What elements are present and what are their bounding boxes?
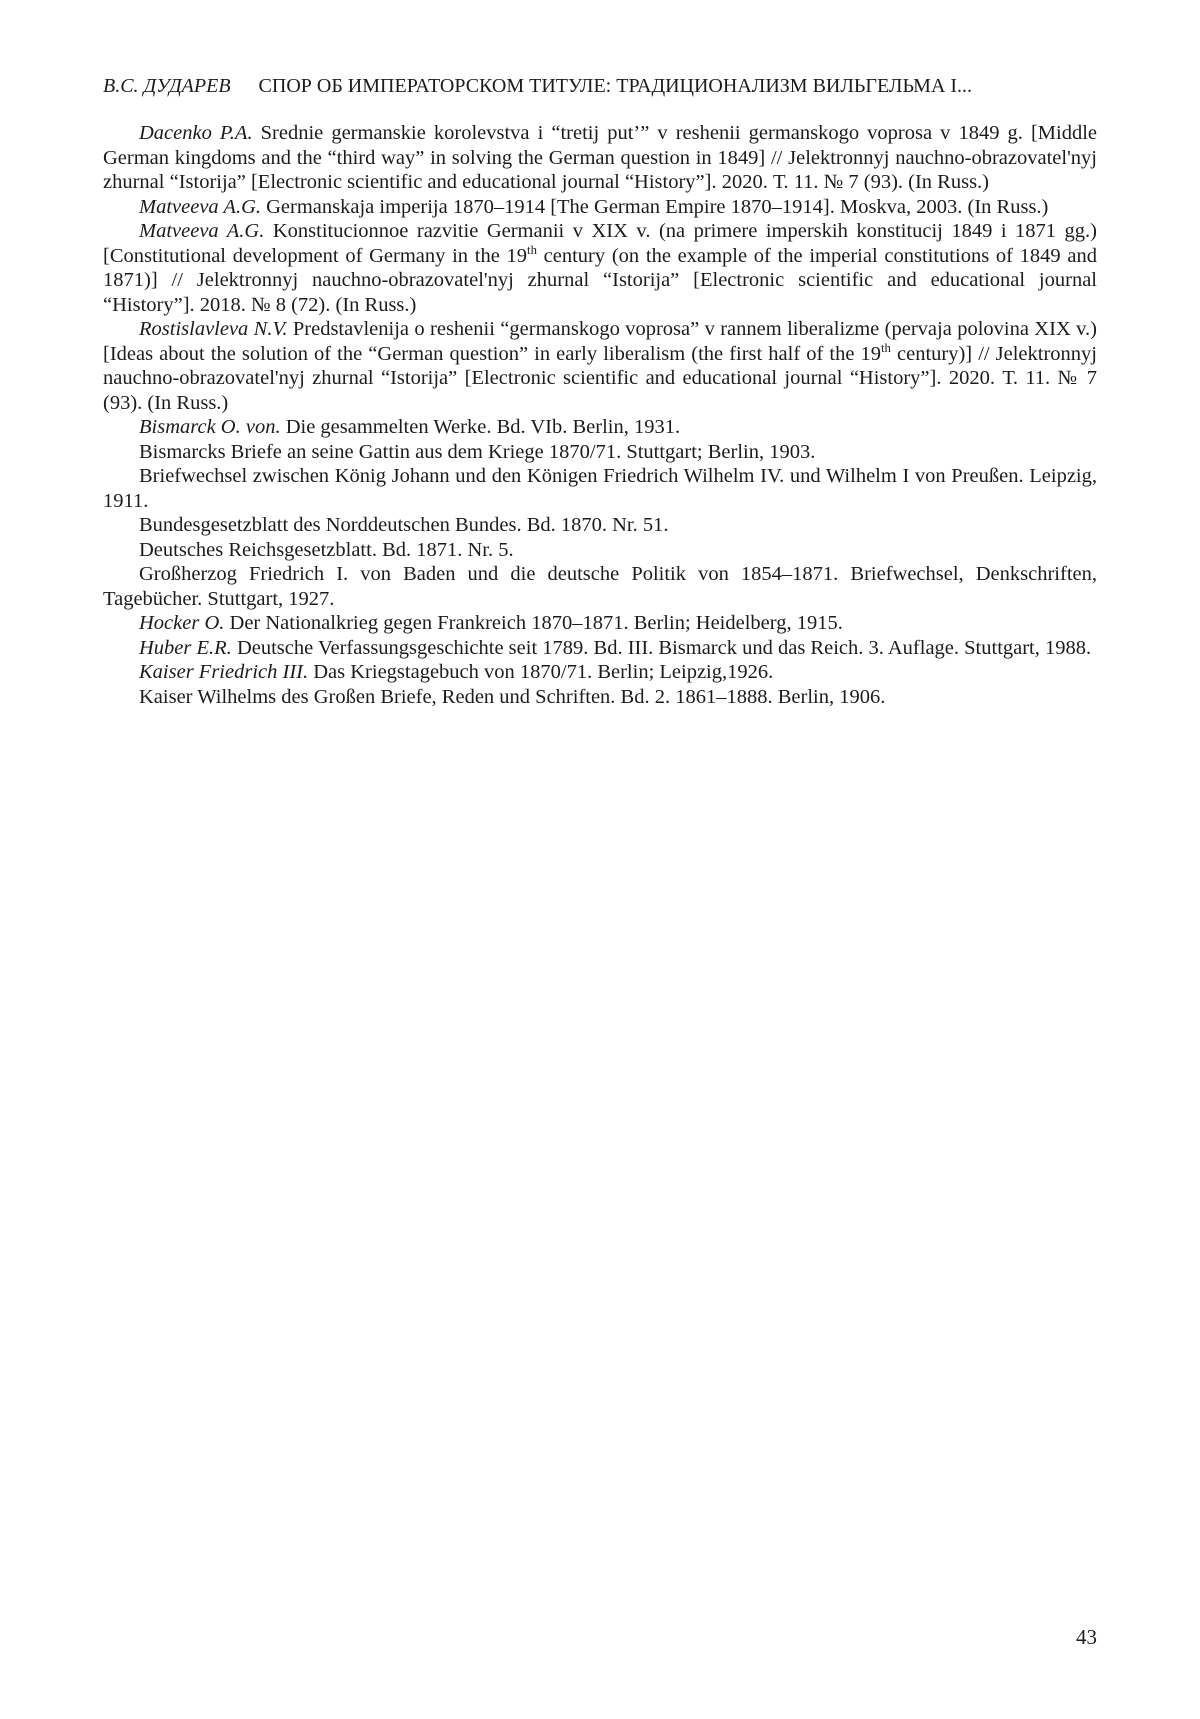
reference-segment: Großherzog Friedrich I. von Baden und die deutsche Politik von 1854–1871. Briefwechsel, Denkschriften, Tagebücher. Stuttgart, 1927. bbox=[103, 563, 1097, 610]
reference-segment: Deutsche Verfassungsgeschichte seit 1789. Bd. III. Bismarck und das Reich. 3. Auflage. Stuttgart, 1988. bbox=[231, 636, 1092, 659]
reference-segment: Matveeva A.G. bbox=[139, 220, 265, 242]
reference-segment: century)] // Jelektronnyj nauchno-obrazovatel'nyj zhurnal “Istorija” [Electronic scientific and educational journal “History”]. 2020. Т. 11. № 7 (93). (In Russ.) bbox=[103, 342, 1097, 414]
reference-segment: Die gesammelten Werke. Bd. VIb. Berlin, 1931. bbox=[280, 416, 681, 438]
reference-entry bbox=[103, 660, 1097, 685]
reference-entry bbox=[103, 415, 1097, 440]
reference-segment: Srednie germanskie korolevstva i “tretij put’” v reshenii germanskogo voprosa v 1849 g. [Middle German kingdoms and the “third way” in solving the German question in 1849] // Jelektronnyj nauchno-obrazovatel'nyj zhurnal “Istorija” [Electronic scientific and educational journal “History”]. 2020. Т. 11. № 7 (93). (In Russ.) bbox=[103, 122, 1097, 193]
reference-entry bbox=[103, 636, 1097, 661]
reference-segment: Hocker O. bbox=[139, 612, 225, 634]
reference-segment: th bbox=[881, 340, 891, 355]
reference-entry bbox=[103, 685, 1097, 710]
reference-segment: Das Kriegstagebuch von 1870/71. Berlin; Leipzig,1926. bbox=[308, 661, 774, 683]
references-list bbox=[103, 121, 1097, 709]
reference-segment: Bismarcks Briefe an seine Gattin aus dem Kriege 1870/71. Stuttgart; Berlin, 1903. bbox=[139, 440, 816, 463]
reference-segment: Der Nationalkrieg gegen Frankreich 1870–1871. Berlin; Heidelberg, 1915. bbox=[224, 612, 843, 634]
reference-segment: th bbox=[527, 242, 537, 257]
reference-entry bbox=[103, 195, 1097, 220]
reference-entry bbox=[103, 440, 1097, 465]
reference-entry bbox=[103, 562, 1097, 611]
reference-segment: Predstavlenija o reshenii “germanskogo voprosa” v rannem liberalizme (pervaja polovina XIX v.) [Ideas about the solution of the “German question” in early liberalism (the first half of the 19 bbox=[103, 318, 1097, 365]
reference-segment: Bundesgesetzblatt des Norddeutschen Bundes. Bd. 1870. Nr. 51. bbox=[139, 514, 669, 536]
reference-segment: Kaiser Wilhelms des Großen Briefe, Reden und Schriften. Bd. 2. 1861–1888. Berlin, 1906. bbox=[139, 685, 886, 708]
reference-entry bbox=[103, 219, 1097, 317]
reference-segment: Huber E.R. bbox=[139, 636, 232, 659]
reference-segment: century (on the example of the imperial constitutions of 1849 and 1871)] // Jelektronnyj nauchno-obrazovatel'nyj zhurnal “Istorija” [Electronic scientific and educational journal “History”]. 2018. № 8 (72). (In Russ.) bbox=[103, 244, 1097, 316]
reference-entry bbox=[103, 317, 1097, 415]
page-number: 43 bbox=[1076, 1625, 1097, 1649]
running-head-title: СПОР ОБ ИМПЕРАТОРСКОМ ТИТУЛЕ: ТРАДИЦИОНАЛИЗМ ВИЛЬГЕЛЬМА I... bbox=[258, 75, 973, 97]
reference-segment: Germanskaja imperija 1870–1914 [The German Empire 1870–1914]. Moskva, 2003. (In Russ.) bbox=[261, 195, 1049, 218]
reference-segment: Rostislavleva N.V. bbox=[139, 318, 288, 340]
reference-segment: Konstitucionnoe razvitie Germanii v XIX v. (na primere imperskih konstitucij 1849 i 1871 gg.) [Constitutional development of Germany in the 19 bbox=[103, 220, 1097, 267]
reference-segment: Bismarck O. von. bbox=[139, 416, 281, 438]
reference-segment: Kaiser Friedrich III. bbox=[139, 661, 309, 683]
reference-segment: Briefwechsel zwischen König Johann und den Königen Friedrich Wilhelm IV. und Wilhelm I von Preußen. Leipzig, 1911. bbox=[103, 465, 1097, 512]
reference-entry bbox=[103, 538, 1097, 563]
reference-segment: Dacenko P.A. bbox=[139, 122, 253, 144]
running-head-author: В.С. ДУДАРЕВ bbox=[103, 75, 231, 97]
running-head bbox=[103, 74, 1097, 98]
reference-segment: Matveeva A.G. bbox=[139, 195, 261, 218]
reference-segment: Deutsches Reichsgesetzblatt. Bd. 1871. Nr. 5. bbox=[139, 538, 514, 561]
reference-entry bbox=[103, 121, 1097, 195]
reference-entry bbox=[103, 464, 1097, 513]
reference-entry bbox=[103, 611, 1097, 636]
reference-entry bbox=[103, 513, 1097, 538]
